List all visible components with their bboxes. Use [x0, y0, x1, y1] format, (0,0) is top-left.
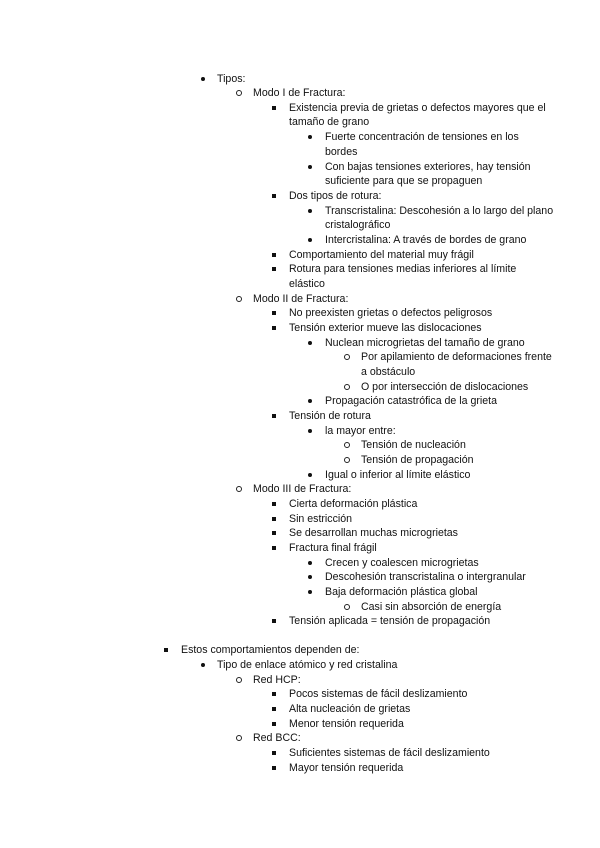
list-item-text: Red HCP: — [253, 673, 301, 686]
list-item-text: Modo II de Fractura: — [253, 292, 349, 305]
bullet-circle-icon — [344, 354, 350, 360]
list-item-text: Tensión exterior mueve las dislocaciones — [289, 322, 482, 334]
list-item — [344, 600, 501, 615]
list-item — [272, 321, 482, 336]
bullet-square-icon — [272, 414, 276, 418]
list-item — [308, 585, 478, 600]
bullet-circle-icon — [344, 457, 350, 463]
bullet-square-icon — [272, 722, 276, 726]
bullet-disc-icon — [308, 575, 312, 579]
bullet-circle-icon — [344, 442, 350, 448]
list-item-text: Igual o inferior al límite elástico — [325, 468, 471, 481]
bullet-square-icon — [272, 546, 276, 550]
bullet-disc-icon — [308, 399, 312, 403]
list-item — [308, 394, 497, 409]
bullet-square-icon — [272, 751, 276, 755]
list-item — [308, 204, 553, 219]
list-item-text: Menor tensión requerida — [289, 717, 404, 730]
list-item — [272, 526, 458, 541]
list-item-text: Nuclean microgrietas del tamaño de grano — [325, 336, 525, 349]
list-item — [344, 380, 528, 395]
list-item — [272, 497, 417, 512]
list-item — [272, 717, 404, 732]
list-item — [272, 409, 371, 424]
list-item — [164, 643, 359, 658]
list-item-text: Se desarrollan muchas microgrietas — [289, 527, 458, 539]
list-item-text: Casi sin absorción de energía — [361, 600, 502, 613]
list-item — [236, 292, 348, 307]
list-item — [308, 130, 519, 145]
bullet-square-icon — [272, 517, 276, 521]
list-item — [272, 262, 516, 277]
list-item — [272, 512, 352, 527]
list-item-text: Transcristalina: Descohesión a lo largo del plano — [325, 204, 554, 217]
list-item — [272, 248, 474, 263]
list-item-text: Intercristalina: A través de bordes de grano — [325, 234, 527, 246]
list-item — [236, 673, 301, 688]
list-item-text: Comportamiento del material muy frágil — [289, 248, 474, 261]
list-item — [272, 687, 467, 702]
bullet-square-icon — [272, 326, 276, 330]
list-item-text: Alta nucleación de grietas — [289, 703, 411, 715]
bullet-circle-icon — [236, 486, 242, 492]
list-item-text: Dos tipos de rotura: — [289, 190, 382, 202]
bullet-disc-icon — [308, 473, 312, 477]
list-item-text: Mayor tensión requerida — [289, 761, 404, 774]
bullet-square-icon — [272, 106, 276, 110]
list-item — [308, 233, 526, 248]
list-item-text: Pocos sistemas de fácil deslizamiento — [289, 688, 468, 700]
list-item-text: Existencia previa de grietas o defectos mayores que el — [289, 101, 546, 114]
bullet-square-icon — [164, 648, 168, 652]
list-item — [201, 72, 245, 87]
bullet-square-icon — [272, 531, 276, 535]
bullet-disc-icon — [308, 341, 312, 345]
list-item-text: Fuerte concentración de tensiones en los — [325, 131, 519, 143]
list-item-text: Por apilamiento de deformaciones frente — [361, 351, 552, 363]
bullet-circle-icon — [344, 604, 350, 610]
bullet-circle-icon — [236, 677, 242, 683]
list-item-text: No preexisten grietas o defectos peligrosos — [289, 307, 493, 319]
list-item — [272, 761, 403, 776]
list-item — [272, 614, 490, 629]
list-item — [201, 658, 397, 673]
list-item-continuation: a obstáculo — [361, 366, 416, 378]
list-item — [272, 306, 492, 321]
list-item-text: Tensión de rotura — [289, 410, 371, 422]
bullet-square-icon — [272, 253, 276, 257]
list-item — [272, 702, 410, 717]
list-item — [344, 453, 474, 468]
list-item — [236, 482, 351, 497]
list-item — [272, 101, 546, 116]
list-item-text: Crecen y coalescen microgrietas — [325, 556, 479, 569]
bullet-square-icon — [272, 311, 276, 315]
bullet-square-icon — [272, 502, 276, 506]
bullet-circle-icon — [344, 384, 350, 390]
list-item-text: Descohesión transcristalina o intergranular — [325, 571, 526, 583]
list-item-text: Suficientes sistemas de fácil deslizamiento — [289, 747, 490, 759]
list-item-text: Propagación catastrófica de la grieta — [325, 395, 497, 407]
list-item-continuation: bordes — [325, 145, 358, 158]
list-item-continuation: suficiente para que se propaguen — [325, 175, 483, 187]
bullet-disc-icon — [308, 429, 312, 433]
list-item — [272, 746, 490, 761]
list-item-text: Modo III de Fractura: — [253, 483, 352, 495]
bullet-disc-icon — [201, 77, 205, 81]
list-item-text: Baja deformación plástica global — [325, 586, 478, 598]
list-item-text: Tensión de propagación — [361, 454, 474, 466]
bullet-square-icon — [272, 707, 276, 711]
bullet-disc-icon — [308, 238, 312, 242]
list-item — [308, 424, 396, 439]
bullet-circle-icon — [236, 90, 242, 96]
list-item — [344, 350, 552, 365]
list-item — [308, 556, 479, 571]
list-item-text: Fractura final frágil — [289, 542, 377, 554]
bullet-square-icon — [272, 267, 276, 271]
bullet-disc-icon — [201, 663, 205, 667]
list-item-text: Modo I de Fractura: — [253, 87, 346, 99]
bullet-circle-icon — [236, 735, 242, 741]
list-item — [308, 468, 470, 483]
list-item-text: Tensión aplicada = tensión de propagación — [289, 615, 491, 627]
bullet-square-icon — [272, 766, 276, 770]
bullet-square-icon — [272, 194, 276, 198]
list-item — [308, 336, 525, 351]
list-item-text: Tensión de nucleación — [361, 439, 466, 451]
list-item-text: Rotura para tensiones medias inferiores al límite — [289, 263, 517, 275]
list-item — [308, 160, 531, 175]
list-item — [236, 731, 301, 746]
list-item-text: Estos comportamientos dependen de: — [181, 644, 360, 656]
list-item-continuation: elástico — [289, 278, 325, 290]
bullet-disc-icon — [308, 209, 312, 213]
list-item-text: Con bajas tensiones exteriores, hay tensión — [325, 160, 531, 173]
list-item — [272, 189, 381, 204]
bullet-disc-icon — [308, 561, 312, 565]
list-item-text: Tipo de enlace atómico y red cristalina — [217, 659, 398, 671]
list-item-continuation: tamaño de grano — [289, 116, 370, 128]
bullet-circle-icon — [236, 296, 242, 302]
list-item-text: Red BCC: — [253, 732, 301, 744]
list-item-text: O por intersección de dislocaciones — [361, 380, 529, 393]
list-item-continuation: cristalográfico — [325, 219, 391, 231]
list-item — [344, 438, 466, 453]
list-item-text: Sin estricción — [289, 512, 352, 525]
bullet-disc-icon — [308, 135, 312, 139]
bullet-square-icon — [272, 619, 276, 623]
bullet-square-icon — [272, 692, 276, 696]
list-item-text: la mayor entre: — [325, 424, 396, 437]
list-item-text: Tipos: — [217, 72, 246, 85]
list-item-text: Cierta deformación plástica — [289, 498, 418, 510]
bullet-disc-icon — [308, 590, 312, 594]
list-item — [308, 570, 526, 585]
list-item — [236, 86, 345, 101]
list-item — [272, 541, 377, 556]
bullet-disc-icon — [308, 165, 312, 169]
